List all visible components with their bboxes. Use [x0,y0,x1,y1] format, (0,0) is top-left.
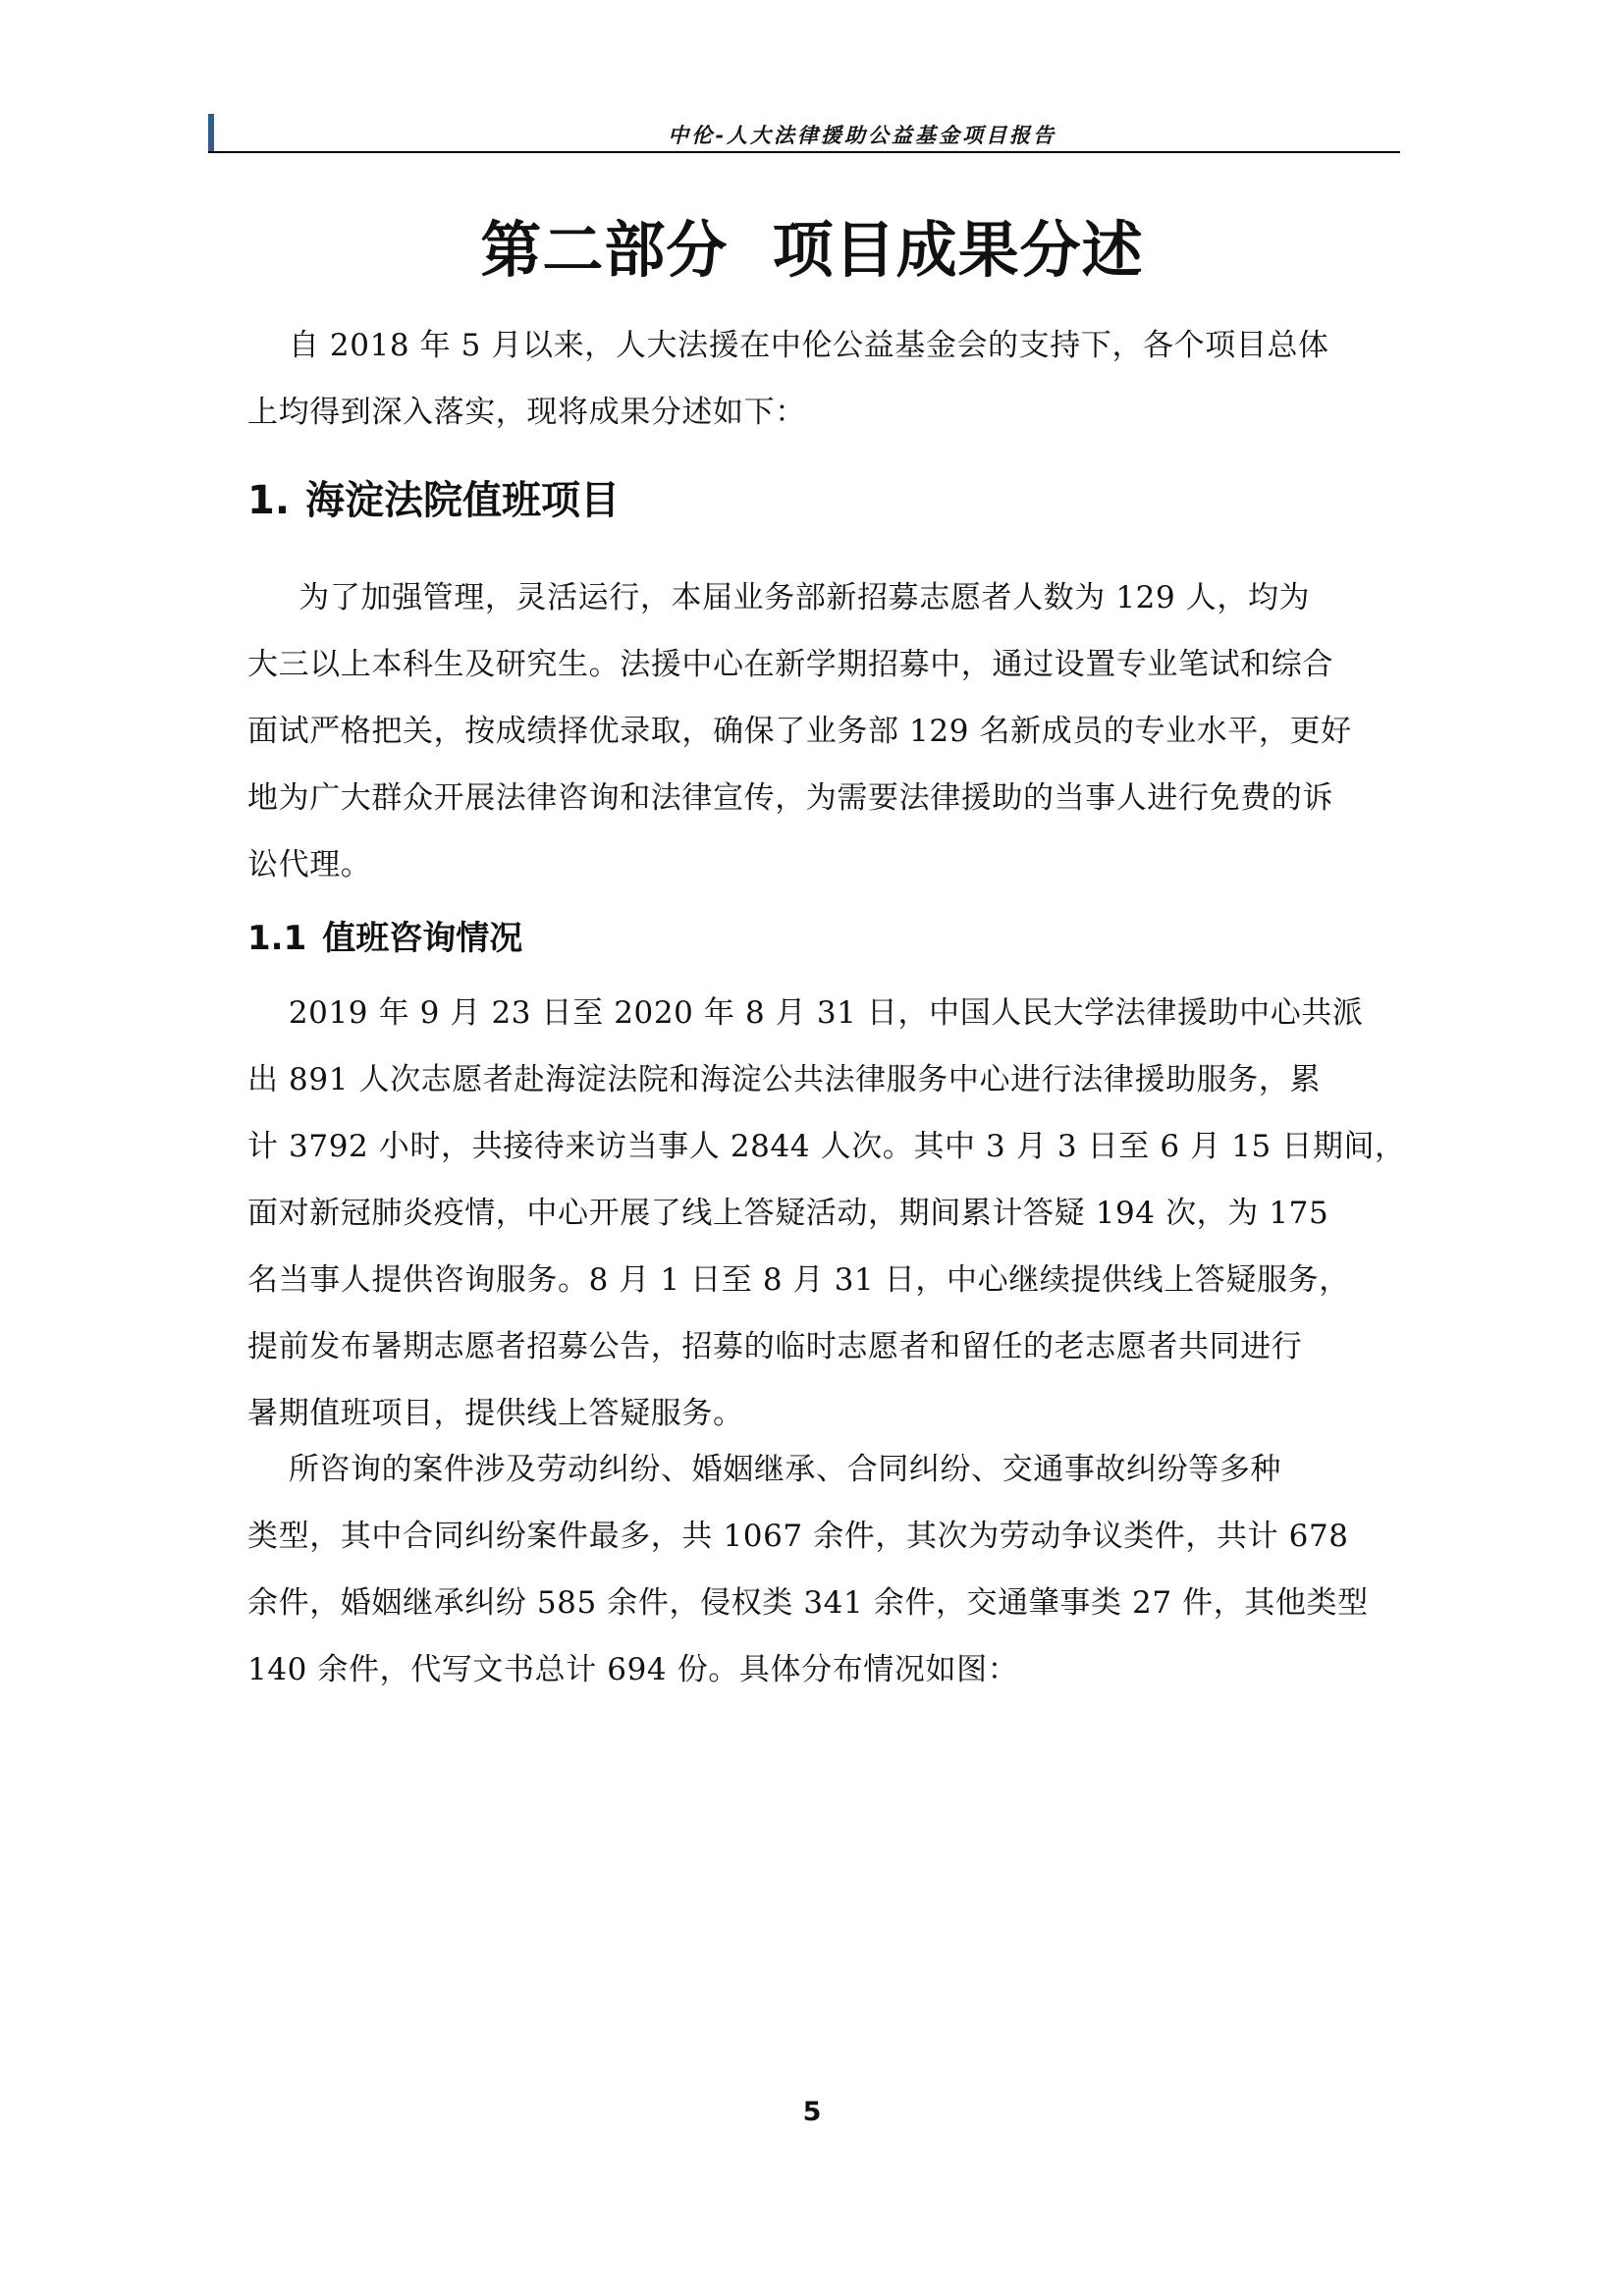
page-header [208,110,1400,153]
section-1-number: 1. [247,478,291,523]
consultation-line-6: 提前发布暑期志愿者招募公告，招募的临时志愿者和留任的老志愿者共同进行 [247,1329,1303,1364]
case-types-paragraph [247,1436,1396,1703]
consultation-line-4: 面对新冠肺炎疫情，中心开展了线上答疑活动，期间累计答疑 194 次，为 175 [247,1196,1329,1231]
section-1-line-3: 面试严格把关，按成绩择优录取，确保了业务部 129 名新成员的专业水平，更好 [247,714,1352,749]
section-1-1-title: 值班咨询情况 [322,919,523,958]
consultation-line-5: 名当事人提供咨询服务。8 月 1 日至 8 月 31 日，中心继续提供线上答疑服务， [247,1262,1350,1298]
intro-line-2: 上均得到深入落实，现将成果分述如下： [247,395,806,430]
section-1-paragraph [247,564,1396,898]
consultation-line-2: 出 891 人次志愿者赴海淀法院和海淀公共法律服务中心进行法律援助服务，累 [247,1062,1322,1097]
page-number: 5 [802,2097,822,2127]
intro-line-1: 自 2018 年 5 月以来，人大法援在中伦公益基金会的支持下，各个项目总体 [247,328,1329,363]
section-1-title: 海淀法院值班项目 [305,478,621,523]
section-1-line-4: 地为广大群众开展法律咨询和法律宣传，为需要法律援助的当事人进行免费的诉 [247,780,1333,816]
consultation-paragraph [247,980,1406,1447]
header-accent-bar [208,114,214,151]
section-1-line-5: 讼代理。 [247,847,372,882]
consultation-line-7: 暑期值班项目，提供线上答疑服务。 [247,1396,744,1431]
page-title: 第二部分 项目成果分述 [480,214,1144,286]
consultation-line-3: 计 3792 小时，共接待来访当事人 2844 人次。其中 3 月 3 日至 6 月 15 日期间， [247,1129,1406,1164]
case-types-line-1: 所咨询的案件涉及劳动纠纷、婚姻继承、合同纠纷、交通事故纠纷等多种 [247,1452,1282,1487]
case-types-line-4: 140 余件，代写文书总计 694 份。具体分布情况如图： [247,1652,1019,1687]
intro-paragraph [247,312,1396,446]
case-types-line-2: 类型，其中合同纠纷案件最多，共 1067 余件，其次为劳动争议类件，共计 678 [247,1519,1349,1554]
section-1-heading [247,469,620,525]
section-1-line-1: 为了加强管理，灵活运行，本届业务部新招募志愿者人数为 129 人，均为 [247,580,1311,615]
header-title: 中伦-人大法律援助公益基金项目报告 [668,123,1056,147]
section-1-line-2: 大三以上本科生及研究生。法援中心在新学期招募中，通过设置专业笔试和综合 [247,647,1333,682]
section-1-1-heading [247,911,522,959]
section-1-1-number: 1.1 [247,919,307,958]
case-types-line-3: 余件，婚姻继承纠纷 585 余件，侵权类 341 余件，交通肇事类 27 件，其他类型 [247,1585,1369,1621]
consultation-line-1: 2019 年 9 月 23 日至 2020 年 8 月 31 日，中国人民大学法律援助中心共派 [247,995,1364,1031]
